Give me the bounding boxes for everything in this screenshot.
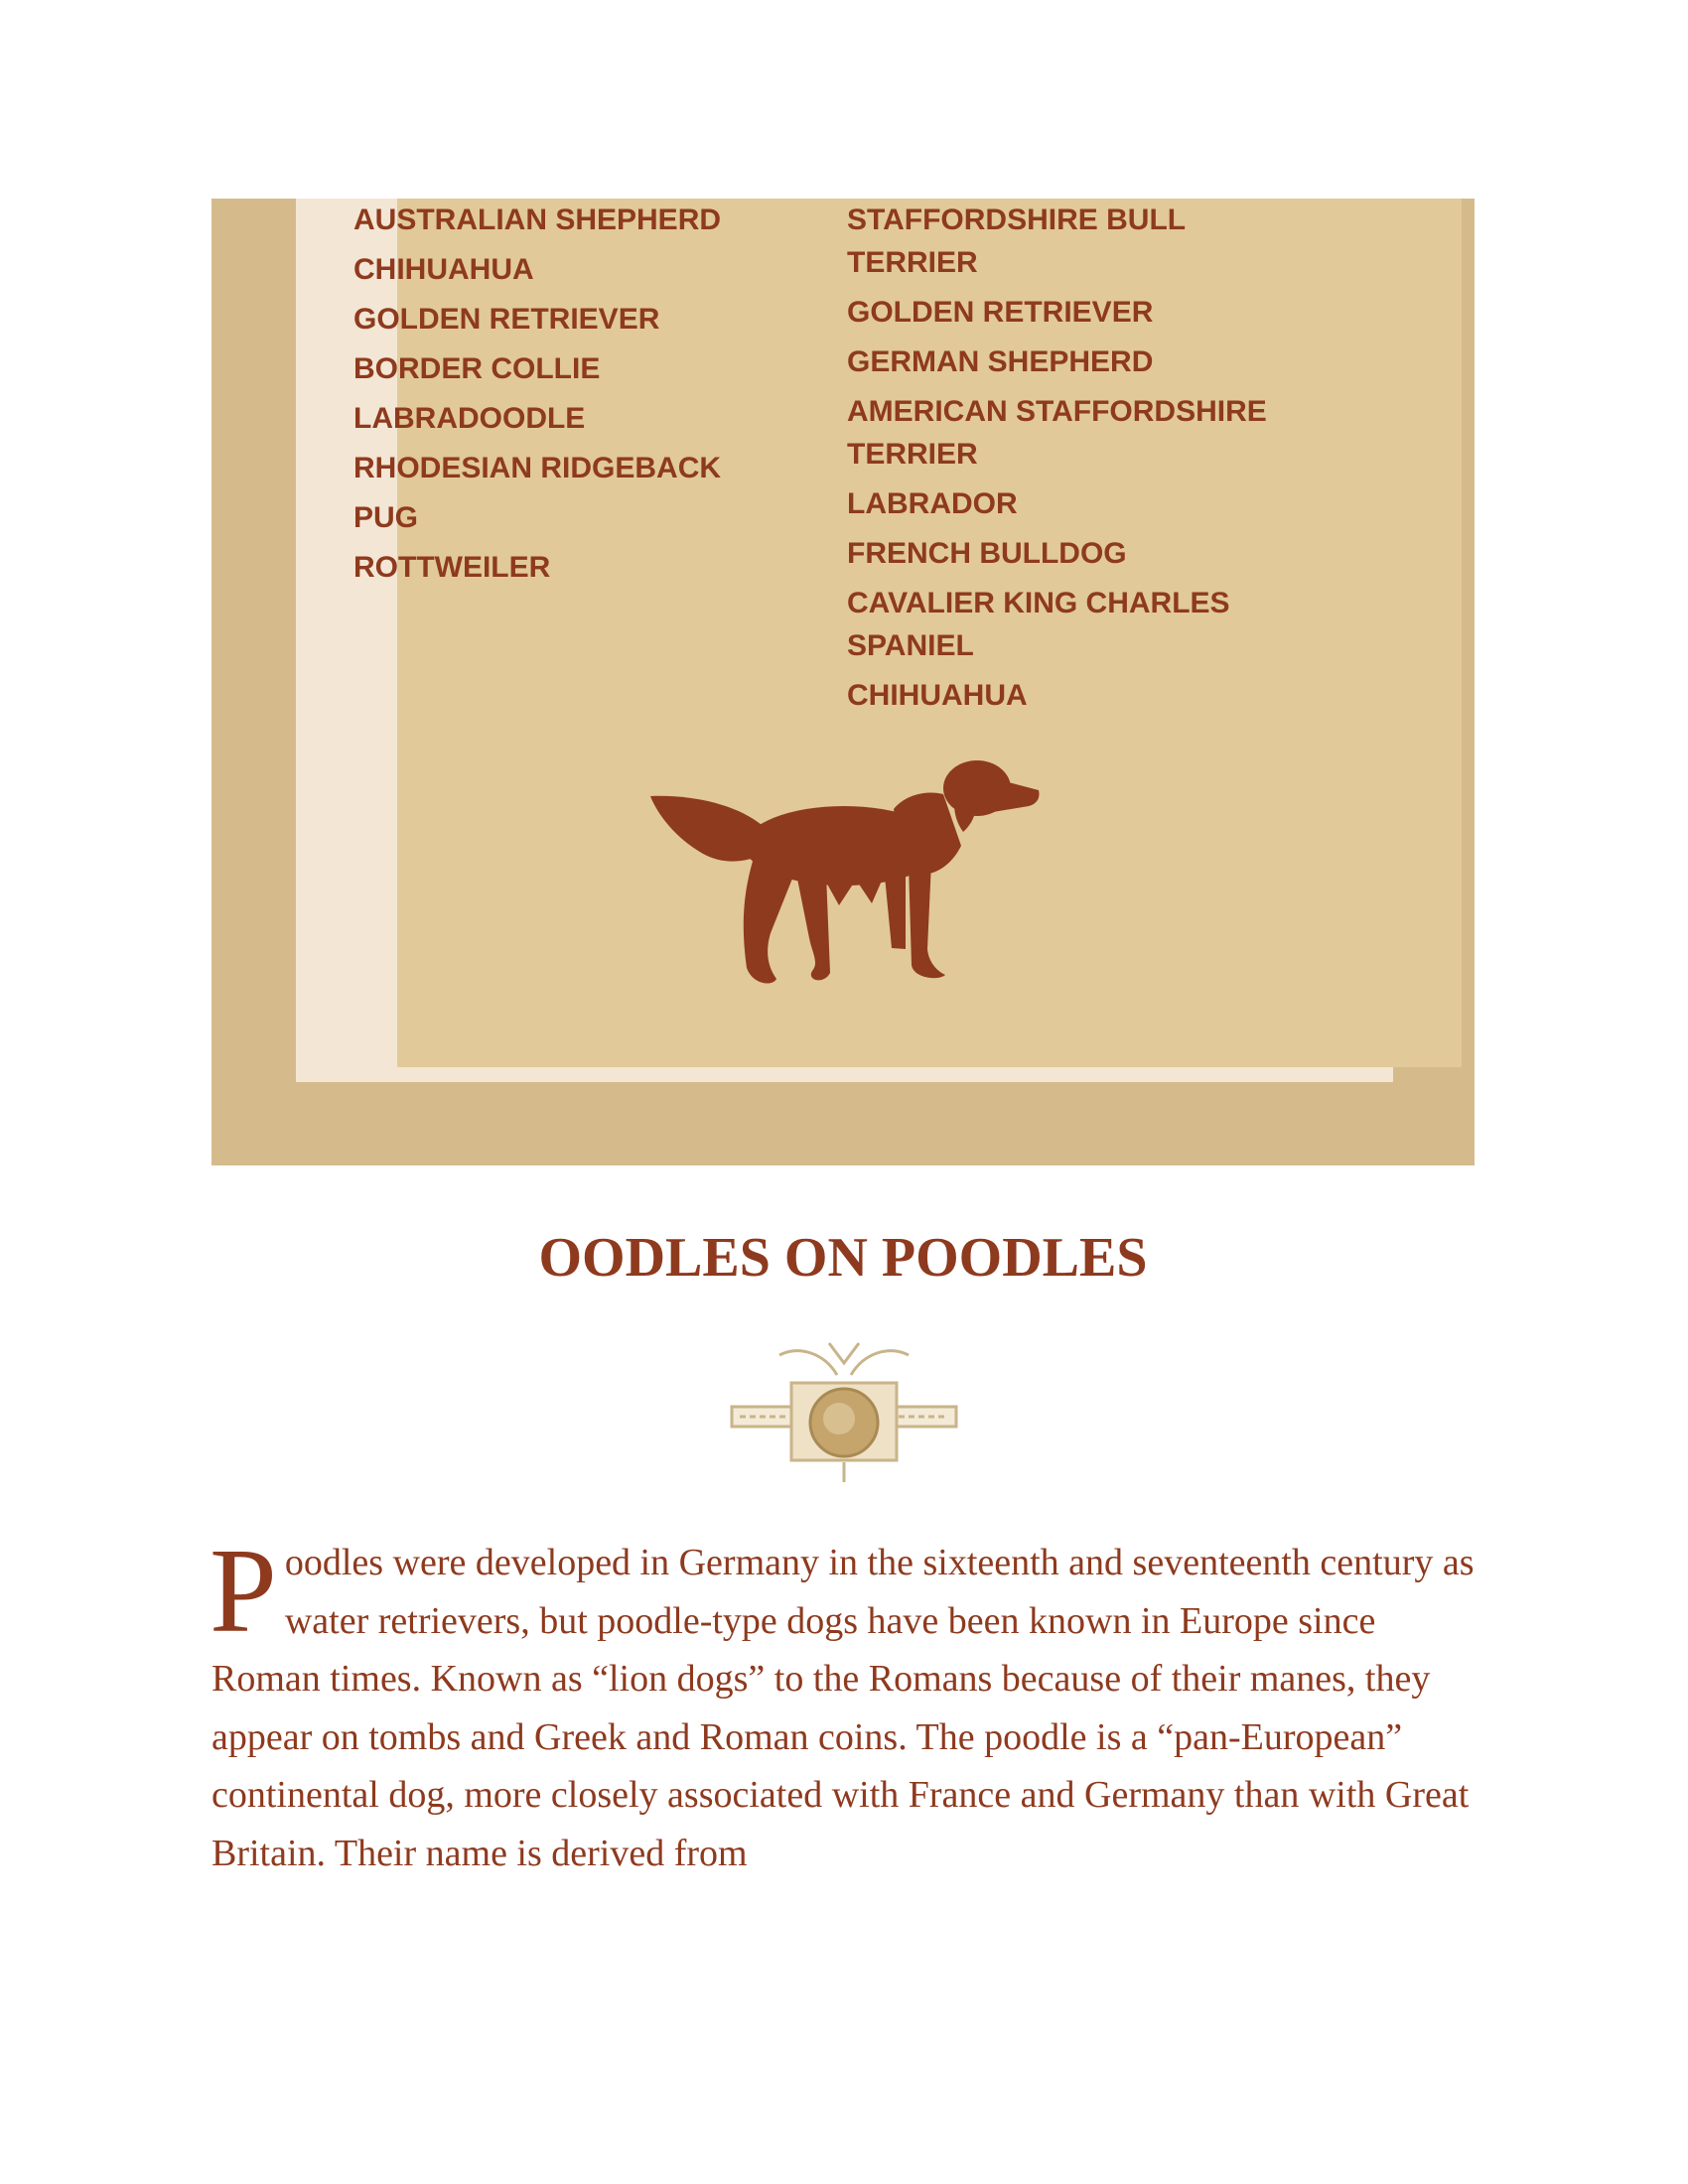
breed-item: PUG <box>353 501 419 534</box>
chapter-body <box>210 1524 1475 1882</box>
breed-item: RHODESIAN RIDGEBACK <box>353 452 722 484</box>
breed-item: GERMAN SHEPHERD <box>847 345 1154 378</box>
breed-item: CHIHUAHUA <box>847 679 1028 712</box>
breed-item: BORDER COLLIE <box>353 352 601 385</box>
golden-retriever-silhouette-icon <box>645 754 1043 993</box>
breed-item: ROTTWEILER <box>353 551 551 584</box>
breed-list-left <box>353 199 830 596</box>
chapter-title: OODLES ON POODLES <box>538 1227 1148 1289</box>
breed-item: CHIHUAHUA <box>353 253 534 286</box>
breed-item: STAFFORDSHIRE BULL TERRIER <box>847 204 1186 279</box>
breed-item: LABRADOODLE <box>353 402 586 435</box>
breed-item: AMERICAN STAFFORDSHIRE TERRIER <box>847 395 1267 471</box>
breed-item: FRENCH BULLDOG <box>847 537 1127 570</box>
breed-item: GOLDEN RETRIEVER <box>353 303 660 336</box>
breed-item: CAVALIER KING CHARLES SPANIEL <box>847 587 1230 662</box>
crest-ornament-icon <box>730 1335 958 1484</box>
chapter-body-text: oodles were developed in Germany in the sixteenth and seventeenth century as water retrievers, but poodle-type dogs have been known in Europe since Roman times. Known as “lion dogs” to the Romans because of their manes, they appear on tombs and Greek and Roman coins. The poodle is a “pan-European” continental dog, more closely associated with France and Germany than with Great Britain. Their name is derived from <box>211 1542 1475 1874</box>
breed-item: LABRADOR <box>847 487 1018 520</box>
breed-list-right <box>847 199 1324 724</box>
breed-item: AUSTRALIAN SHEPHERD <box>353 204 722 236</box>
drop-cap: P <box>210 1524 277 1658</box>
breed-item: GOLDEN RETRIEVER <box>847 296 1154 329</box>
